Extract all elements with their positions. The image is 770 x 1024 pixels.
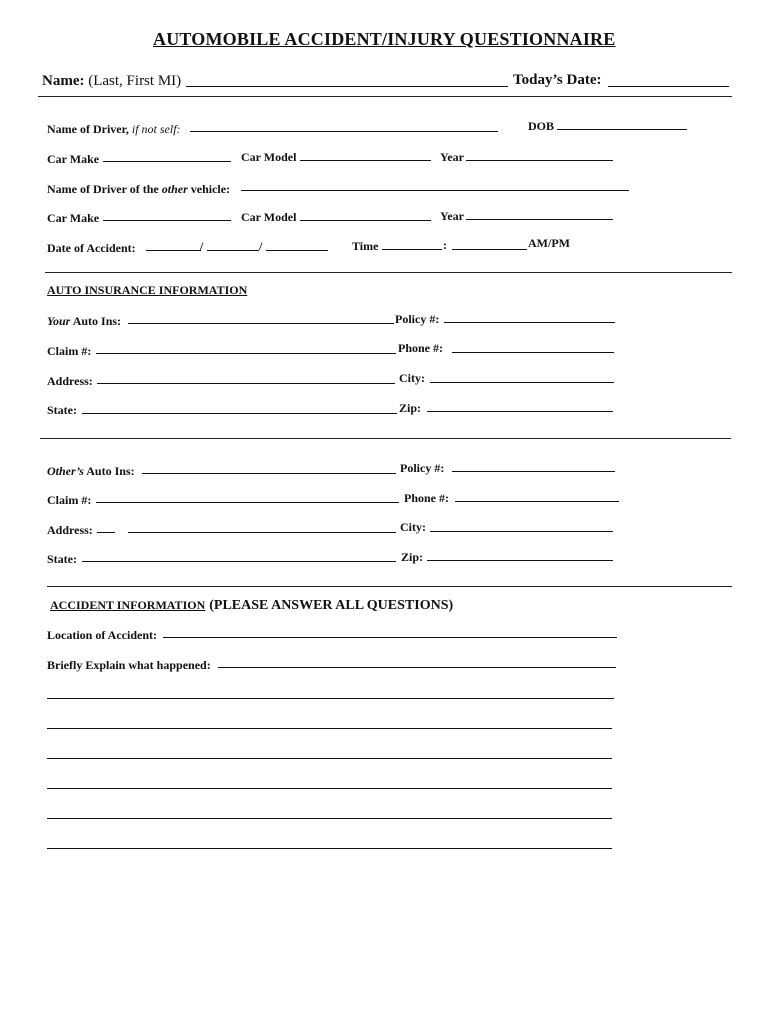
other-state-field[interactable] <box>82 561 396 562</box>
divider <box>38 96 732 97</box>
name-label-group <box>42 73 181 90</box>
date-slash-2: / <box>259 239 263 253</box>
your-city-field[interactable] <box>430 382 614 383</box>
divider <box>40 438 731 439</box>
dob-field[interactable] <box>557 129 687 130</box>
your-state-label: State: <box>47 403 77 417</box>
year-label: Year <box>440 150 464 164</box>
accident-year-field[interactable] <box>266 250 328 251</box>
date-of-accident-label: Date of Accident: <box>47 241 136 255</box>
time-colon: : <box>443 238 447 252</box>
your-state-field[interactable] <box>82 413 397 414</box>
your-zip-field[interactable] <box>427 411 613 412</box>
date-slash-1: / <box>200 239 204 253</box>
your-auto-ins-label: Your Auto Ins: <box>47 314 122 328</box>
other-state-label: State: <box>47 552 77 566</box>
other-address-field-short[interactable] <box>97 532 115 533</box>
time-label: Time <box>352 239 379 253</box>
your-address-label: Address: <box>47 374 93 388</box>
car-model-label: Car Model <box>241 150 297 164</box>
other-city-field[interactable] <box>430 531 613 532</box>
your-claim-field[interactable] <box>96 353 396 354</box>
your-address-field[interactable] <box>97 383 395 384</box>
year-field[interactable] <box>466 160 613 161</box>
other-car-make-field[interactable] <box>103 220 231 221</box>
explain-line[interactable] <box>47 698 614 699</box>
explain-line[interactable] <box>47 818 612 819</box>
other-address-label: Address: <box>47 523 93 537</box>
other-year-label: Year <box>440 209 464 223</box>
name-field[interactable] <box>186 86 508 87</box>
explain-label: Briefly Explain what happened: <box>47 658 211 672</box>
other-zip-label: Zip: <box>401 550 424 564</box>
your-claim-label: Claim #: <box>47 344 92 358</box>
time-hour-field[interactable] <box>382 249 442 250</box>
other-claim-label: Claim #: <box>47 493 92 507</box>
other-auto-ins-label: Other’s Auto Ins: <box>47 464 135 478</box>
accident-day-field[interactable] <box>207 250 259 251</box>
other-phone-field[interactable] <box>455 501 619 502</box>
other-auto-ins-field[interactable] <box>142 473 396 474</box>
explain-line[interactable] <box>47 728 612 729</box>
your-policy-label: Policy #: <box>395 312 440 326</box>
other-policy-field[interactable] <box>452 471 615 472</box>
divider <box>47 586 732 587</box>
name-hint: (Last, First MI) <box>88 73 182 89</box>
your-phone-label: Phone #: <box>398 341 443 355</box>
dob-label: DOB <box>528 119 555 133</box>
other-car-model-label: Car Model <box>241 210 297 224</box>
location-label: Location of Accident: <box>47 628 157 642</box>
your-policy-field[interactable] <box>444 322 615 323</box>
auto-insurance-heading: AUTO INSURANCE INFORMATION <box>47 283 248 297</box>
car-model-field[interactable] <box>300 160 431 161</box>
location-field[interactable] <box>163 637 617 638</box>
driver-name-field[interactable] <box>190 131 498 132</box>
other-policy-label: Policy #: <box>400 461 445 475</box>
driver-name-label: Name of Driver, if not self: <box>47 122 181 136</box>
other-car-make-label: Car Make <box>47 211 100 225</box>
other-year-field[interactable] <box>466 219 613 220</box>
car-make-label: Car Make <box>47 152 100 166</box>
accident-info-heading <box>50 596 453 614</box>
form-title: AUTOMOBILE ACCIDENT/INJURY QUESTIONNAIRE <box>153 29 616 49</box>
explain-line[interactable] <box>47 848 612 849</box>
car-make-field[interactable] <box>103 161 231 162</box>
other-driver-name-label: Name of Driver of the other vehicle: <box>47 182 231 196</box>
your-zip-label: Zip: <box>399 401 422 415</box>
todays-date-label: Today’s Date: <box>513 72 602 88</box>
other-driver-name-field[interactable] <box>241 190 629 191</box>
accident-month-field[interactable] <box>146 250 201 251</box>
other-city-label: City: <box>400 520 426 534</box>
accident-info-note: (PLEASE ANSWER ALL QUESTIONS) <box>209 598 454 613</box>
other-claim-field[interactable] <box>96 502 399 503</box>
your-city-label: City: <box>399 371 425 385</box>
time-minute-field[interactable] <box>452 249 527 250</box>
accident-info-title: ACCIDENT INFORMATION <box>50 598 206 612</box>
explain-line[interactable] <box>47 758 612 759</box>
ampm-label: AM/PM <box>528 236 570 250</box>
todays-date-field[interactable] <box>608 86 729 87</box>
explain-line[interactable] <box>47 788 612 789</box>
explain-field[interactable] <box>218 667 616 668</box>
your-phone-field[interactable] <box>452 352 614 353</box>
other-car-model-field[interactable] <box>300 220 431 221</box>
divider <box>45 272 732 273</box>
your-auto-ins-field[interactable] <box>128 323 394 324</box>
other-address-field[interactable] <box>128 532 396 533</box>
other-phone-label: Phone #: <box>404 491 449 505</box>
other-zip-field[interactable] <box>427 560 613 561</box>
name-label: Name: <box>42 73 85 89</box>
